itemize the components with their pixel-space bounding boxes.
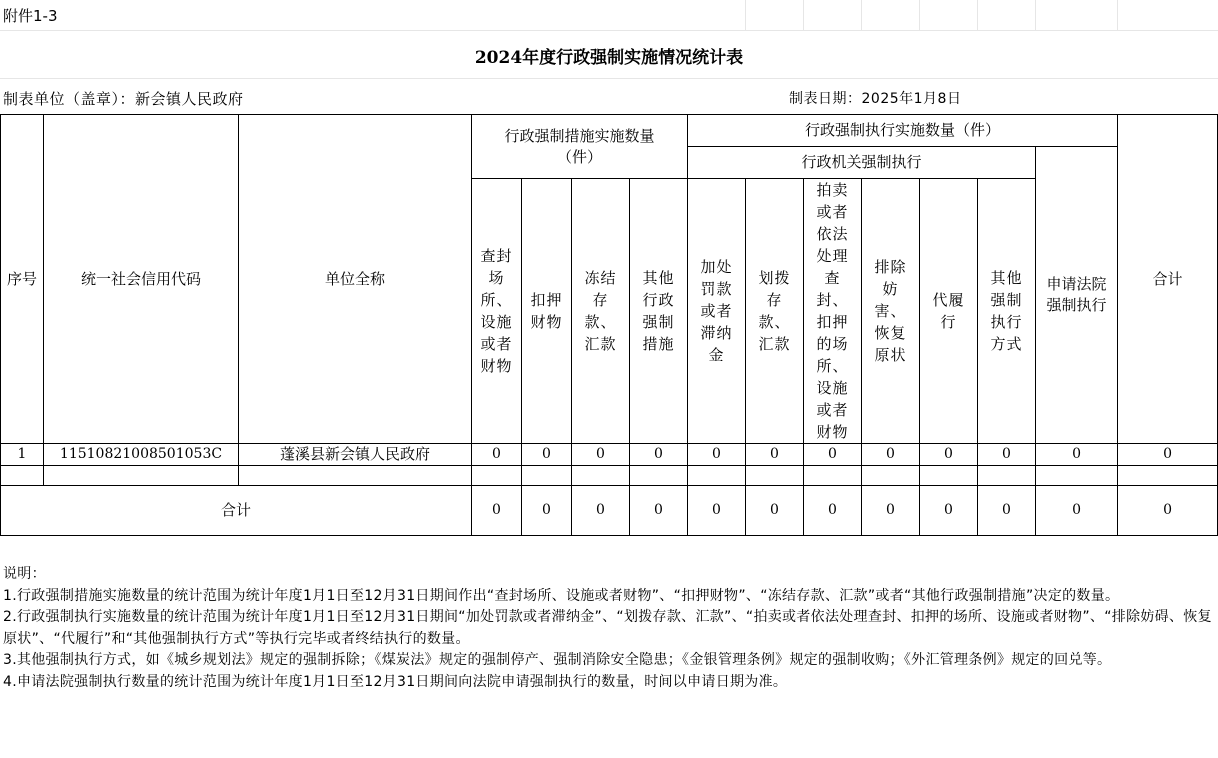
notes-heading: 说明： xyxy=(3,566,46,582)
total-value: 0 xyxy=(746,486,804,536)
row-value: 0 xyxy=(522,444,572,466)
total-value: 0 xyxy=(978,486,1036,536)
total-value: 0 xyxy=(920,486,978,536)
header-exec-fine: 加处罚款或者滞纳金 xyxy=(688,179,746,444)
header-total: 合计 xyxy=(1118,115,1218,444)
total-value: 0 xyxy=(572,486,630,536)
header-exec-group: 行政强制执行实施数量（件） xyxy=(688,115,1118,147)
header-measure-other: 其他行政强制措施 xyxy=(630,179,688,444)
total-value: 0 xyxy=(472,486,522,536)
attachment-label: 附件1-3 xyxy=(3,7,58,25)
header-admin-exec-group: 行政机关强制执行 xyxy=(688,147,1036,179)
total-value: 0 xyxy=(862,486,920,536)
row-value: 0 xyxy=(804,444,862,466)
header-exec-remove: 排除妨害、恢复原状 xyxy=(862,179,920,444)
header-exec-auction: 拍卖或者依法处理查封、扣押的场所、设施或者财物 xyxy=(804,179,862,444)
header-credit-code: 统一社会信用代码 xyxy=(44,115,239,444)
spreadsheet-gridlines xyxy=(0,0,1218,80)
total-value: 0 xyxy=(804,486,862,536)
header-court-exec: 申请法院强制执行 xyxy=(1036,147,1118,444)
header-measures-group: 行政强制措施实施数量（件） xyxy=(472,115,688,179)
total-value: 0 xyxy=(1036,486,1118,536)
note-item: 1.行政强制措施实施数量的统计范围为统计年度1月1日至12月31日期间作出“查封场所、设施或者财物”、“扣押财物”、“冻结存款、汇款”或者“其他行政强制措施”决定的数量。 xyxy=(3,587,1120,604)
statistics-table xyxy=(0,114,1218,536)
row-value: 0 xyxy=(862,444,920,466)
row-value: 0 xyxy=(630,444,688,466)
header-measure-detain: 扣押财物 xyxy=(522,179,572,444)
header-exec-other: 其他强制执行方式 xyxy=(978,179,1036,444)
row-seq: 1 xyxy=(1,444,44,466)
row-value: 0 xyxy=(688,444,746,466)
header-seq: 序号 xyxy=(1,115,44,444)
notes-section xyxy=(3,564,1215,693)
note-item: 3.其他强制执行方式，如《城乡规划法》规定的强制拆除；《煤炭法》规定的强制停产、强制消除安全隐患；《金银管理条例》规定的强制收购；《外汇管理条例》规定的回兑等。 xyxy=(3,652,1112,668)
row-value: 0 xyxy=(572,444,630,466)
row-value: 0 xyxy=(1036,444,1118,466)
note-item: 4.申请法院强制执行数量的统计范围为统计年度1月1日至12月31日期间向法院申请强制执行的数量，时间以申请日期为准。 xyxy=(3,673,788,690)
row-unit-name: 蓬溪县新会镇人民政府 xyxy=(239,444,472,466)
total-value: 0 xyxy=(1118,486,1218,536)
total-row xyxy=(1,486,1218,536)
reporting-unit: 制表单位（盖章）：新会镇人民政府 xyxy=(3,90,244,108)
row-value: 0 xyxy=(978,444,1036,466)
header-exec-transfer: 划拨存款、汇款 xyxy=(746,179,804,444)
header-measure-seal: 查封场所、设施或者财物 xyxy=(472,179,522,444)
empty-row xyxy=(1,466,1218,486)
header-exec-substitute: 代履行 xyxy=(920,179,978,444)
row-value: 0 xyxy=(746,444,804,466)
table-row xyxy=(1,444,1218,466)
total-value: 0 xyxy=(630,486,688,536)
total-value: 0 xyxy=(688,486,746,536)
total-label: 合计 xyxy=(1,486,472,536)
report-date: 制表日期：2025年1月8日 xyxy=(789,91,962,107)
row-value: 0 xyxy=(472,444,522,466)
total-value: 0 xyxy=(522,486,572,536)
row-value: 0 xyxy=(920,444,978,466)
header-measure-freeze: 冻结存款、汇款 xyxy=(572,179,630,444)
row-credit-code: 11510821008501053C xyxy=(44,444,239,466)
row-value: 0 xyxy=(1118,444,1218,466)
header-unit-name: 单位全称 xyxy=(239,115,472,444)
page-title: 2024年度行政强制实施情况统计表 xyxy=(474,48,744,68)
note-item: 2.行政强制执行实施数量的统计范围为统计年度1月1日至12月31日期间“加处罚款或者滞纳金”、“划拨存款、汇款”、“拍卖或者依法处理查封、扣押的场所、设施或者财物”、“排除妨碍、恢复原状”、“代履行”和“其他强制执行方式”等执行完毕或者终结执行的数量。 xyxy=(3,609,1212,647)
